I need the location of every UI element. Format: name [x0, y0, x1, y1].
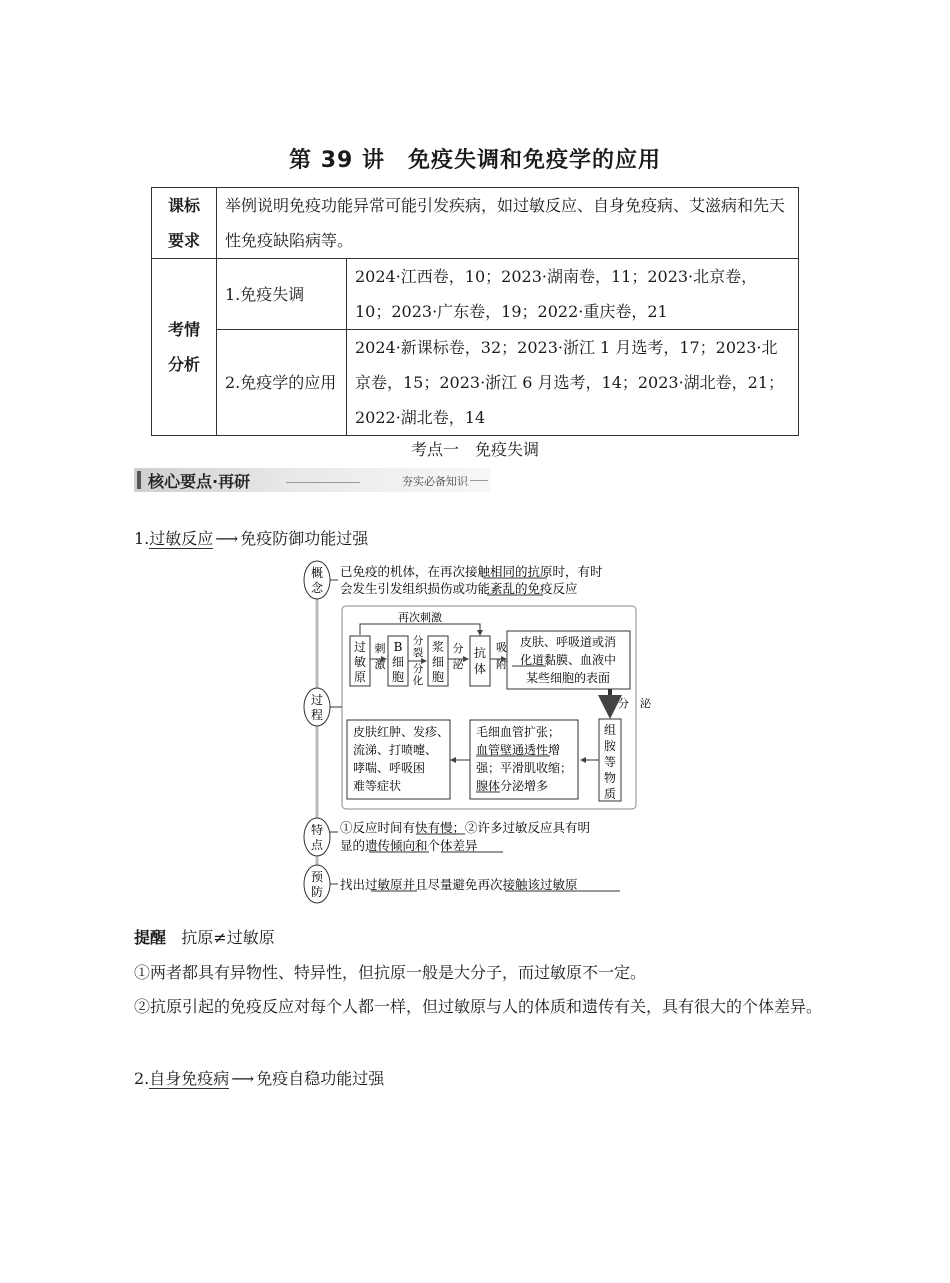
label-char: 念 [310, 581, 324, 595]
arrow-label: 泌 [452, 658, 464, 671]
label-char: 特 [310, 823, 324, 837]
point-number: 1. [134, 529, 150, 548]
box-text: 体 [473, 662, 487, 676]
table-header-cell [152, 188, 217, 259]
feature-text: 显的遗传倾向和个体差异 [340, 838, 478, 853]
table-cell: 2024·新课标卷，32；2023·浙江 1 月选考，17；2023·北京卷，15；2023·浙江 6 月选考，14；2023·湖北卷，21；2022·湖北卷，14 [347, 330, 799, 436]
box-cell-surface [507, 631, 630, 689]
box-text: 过 [353, 640, 367, 654]
box-capillary [470, 720, 578, 799]
box-text: 浆 [431, 640, 445, 654]
box-text: 哮喘、呼吸困 [353, 761, 426, 775]
box-plasma-cell [428, 636, 448, 686]
box-text: 等 [603, 755, 617, 769]
box-text: 抗 [473, 646, 487, 660]
arrow-label: 分 [412, 663, 424, 675]
label-process [304, 688, 330, 726]
divider [286, 482, 360, 483]
table-cell: 举例说明免疫功能异常可能引发疾病，如过敏反应、自身免疫病、艾滋病和先天性免疫缺陷病等。 [217, 188, 799, 259]
label-char: 防 [310, 885, 324, 899]
arrow-icon: ⟶ [215, 529, 239, 548]
box-text: 质 [603, 787, 617, 801]
box-text: 某些细胞的表面 [525, 671, 611, 685]
arrow-label: 分 [412, 635, 424, 647]
table-cell: 2024·江西卷，10；2023·湖南卷，11；2023·北京卷，10；2023·广东卷，19；2022·重庆卷，21 [347, 259, 799, 330]
arrow-label: 分 [452, 642, 464, 655]
header-line: 要求 [167, 231, 200, 250]
box-text: 原 [353, 670, 367, 684]
arrow-label: 激 [374, 658, 386, 671]
table-row [152, 259, 799, 330]
arrow-label: 化 [412, 675, 424, 687]
box-antibody [470, 636, 490, 686]
box-text: 细 [391, 655, 405, 669]
box-text: 难等症状 [353, 779, 402, 793]
tip-item-2: ②抗原引起的免疫反应对每个人都一样，但过敏原与人的体质和遗传有关，具有很大的个体差异。 [134, 997, 823, 1016]
point-1 [134, 526, 368, 549]
label-char: 过 [310, 693, 324, 707]
table-header-cell [152, 259, 217, 436]
point-desc: 免疫防御功能过强 [240, 529, 369, 548]
arrow-label: 附 [496, 658, 507, 671]
label-char: 点 [310, 838, 324, 852]
again-label: 再次刺激 [398, 611, 442, 624]
label-concept [304, 561, 330, 599]
table-cell: 2.免疫学的应用 [217, 330, 347, 436]
box-text: 血管壁通透性增 [476, 743, 561, 757]
box-text: 腺体分泌增多 [476, 779, 549, 793]
arrow-label: 刺 [374, 642, 386, 655]
box-text: 皮肤、呼吸道或消 [519, 635, 617, 649]
point-term: 自身免疫病 [149, 1069, 230, 1088]
tip-heading-line [134, 921, 824, 955]
allergy-diagram [300, 560, 651, 906]
concept-text: 会发生引发组织损伤或功能紊乱的免疫反应 [340, 581, 578, 596]
divider [470, 480, 488, 481]
table-cell: 1.免疫失调 [217, 259, 347, 330]
label-char: 预 [310, 870, 324, 884]
box-text: 流涕、打喷嚏、 [353, 743, 438, 757]
box-text: 强；平滑肌收缩； [476, 761, 573, 775]
feature-text: ①反应时间有快有慢；②许多过敏反应具有明 [340, 820, 591, 835]
box-text: 胞 [431, 670, 445, 684]
header-line: 考情 [167, 320, 200, 339]
point-2 [134, 1066, 384, 1089]
point-number: 2. [134, 1069, 150, 1088]
point-term: 过敏反应 [149, 529, 214, 548]
box-text: 毛细血管扩张； [476, 725, 561, 739]
box-text: 化道黏膜、血液中 [519, 653, 617, 667]
concept-text: 已免疫的机体，在再次接触相同的抗原时，有时 [340, 564, 603, 579]
label-char: 程 [310, 708, 324, 722]
arrow-icon: ⟶ [231, 1069, 255, 1088]
label-char: 概 [310, 566, 324, 580]
banner-subtitle: 夯实必备知识 [402, 475, 468, 488]
box-allergen [350, 636, 370, 686]
box-text: B [393, 640, 403, 654]
box-histamine [599, 719, 621, 801]
label-feature [304, 818, 330, 856]
arrow-label: 吸 [496, 641, 507, 654]
header-line: 分析 [167, 355, 200, 374]
box-text: 胞 [391, 670, 405, 684]
page-title: 第 39 讲 免疫失调和免疫学的应用 [289, 148, 661, 173]
box-symptoms [347, 720, 450, 799]
tip-heading: 抗原≠过敏原 [181, 928, 275, 947]
point-desc: 免疫自稳功能过强 [256, 1069, 385, 1088]
section-banner [134, 468, 490, 492]
tip-item-1: ①两者都具有异物性、特异性，但抗原一般是大分子，而过敏原不一定。 [134, 963, 647, 982]
tip-label: 提醒 [134, 928, 167, 947]
prevent-text: 找出过敏原并且尽量避免再次接触该过敏原 [340, 877, 578, 892]
box-text: 敏 [353, 655, 367, 669]
box-text: 胺 [603, 739, 617, 753]
box-text: 皮肤红肿、发疹、 [353, 725, 450, 739]
curriculum-table [151, 187, 799, 436]
table-row [152, 188, 799, 259]
banner-title: 核心要点·再研 [148, 472, 251, 491]
table-row [152, 330, 799, 436]
arrow-label: 分 泌 [618, 697, 651, 710]
box-text: 组 [603, 723, 617, 737]
label-prevent [304, 865, 330, 903]
arrow-label: 裂 [412, 647, 424, 659]
box-text: 物 [603, 771, 617, 785]
header-line: 课标 [167, 196, 200, 215]
banner-marker [137, 471, 141, 489]
section-title: 考点一 免疫失调 [410, 440, 539, 459]
box-text: 细 [431, 655, 445, 669]
box-bcell [388, 636, 408, 686]
